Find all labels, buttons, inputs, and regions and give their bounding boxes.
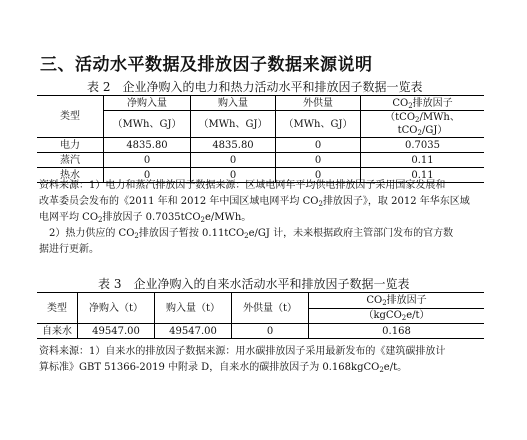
table3-header-factor: $CO_2$排放因子 [309,293,485,309]
table-row [37,324,484,339]
section-heading: 三、活动水平数据及排放因子数据来源说明 [40,55,373,75]
table-row [37,138,484,153]
row-type: 蒸汽 [37,153,104,168]
table2-caption: 表 2 企业净购入的电力和热力活动水平和排放因子数据一览表 [87,80,423,94]
note-line: 资料来源：1）自来水的排放因子数据来源：用水碳排放因子采用最新发布的《建筑碳排放计 [39,346,446,357]
row-factor: 0.11 [361,153,485,168]
table2-unit-net: （MWh、GJ） [104,111,191,138]
note-line: 改革委员会发布的《2011 年和 2012 年中国区域电网平均 $CO_2$排放因子》，取 2012 年华东区域 [39,196,470,208]
row-supplied: 0 [232,324,309,339]
table3-header-type: 类型 [37,293,78,324]
note-line: 算标准》GBT 51366-2019 中附录 D，自来水的碳排放因子为 0.168kgCO$_2$e/t。 [39,362,408,374]
table2-header-factor: $CO_2$排放因子 [361,96,485,111]
table2-header-net: 净购入量 [104,96,191,111]
table2-unit-supplied: （MWh、GJ） [276,111,361,138]
row-supplied: 0 [276,138,361,153]
row-type: 自来水 [37,324,78,339]
table3-unit-factor: （kgCO$_2$e/t） [309,308,485,324]
table2 [37,95,484,183]
note-line: 电网平均 $CO_2$排放因子 0.7035tCO$_2$e/MWh。 [39,212,252,224]
row-net: 4835.80 [104,138,191,153]
note-line: 2）热力供应的 $CO_2$排放因子暂按 0.11tCO$_2$e/GJ 计，未来根据政府主管部门发布的官方数 [49,228,454,240]
note-line: 据进行更新。 [39,244,99,255]
table2-unit-factor: （tCO$_2$/MWh、tCO$_2$/GJ） [361,111,485,138]
row-factor: 0.11 [361,168,485,183]
table3-caption: 表 3 企业净购入的自来水活动水平和排放因子数据一览表 [98,277,410,291]
row-purchased: 0 [191,168,276,183]
table2-header-supplied: 外供量 [276,96,361,111]
table-row [37,153,484,168]
table2-source-note [39,178,485,258]
row-factor: 0.168 [309,324,485,339]
row-type: 电力 [37,138,104,153]
table3-header-supplied: 外供量（t） [232,293,309,324]
row-net: 0 [104,153,191,168]
table2-header-purchased: 购入量 [191,96,276,111]
table3-header-purchased: 购入量（t） [155,293,232,324]
row-supplied: 0 [276,168,361,183]
table2-header-type: 类型 [37,96,104,138]
table2-unit-purchased: （MWh、GJ） [191,111,276,138]
row-net: 49547.00 [78,324,155,339]
row-supplied: 0 [276,153,361,168]
table3-header-net: 净购入（t） [78,293,155,324]
table3-source-note [39,344,485,376]
row-type: 热水 [37,168,104,183]
row-purchased: 0 [191,153,276,168]
row-net: 0 [104,168,191,183]
row-factor: 0.7035 [361,138,485,153]
row-purchased: 49547.00 [155,324,232,339]
note-line: 资料来源：1）电力和蒸汽排放因子数据来源：区域电网年平均供电排放因子采用国家发展和 [39,180,446,191]
row-purchased: 4835.80 [191,138,276,153]
table3 [37,292,484,339]
